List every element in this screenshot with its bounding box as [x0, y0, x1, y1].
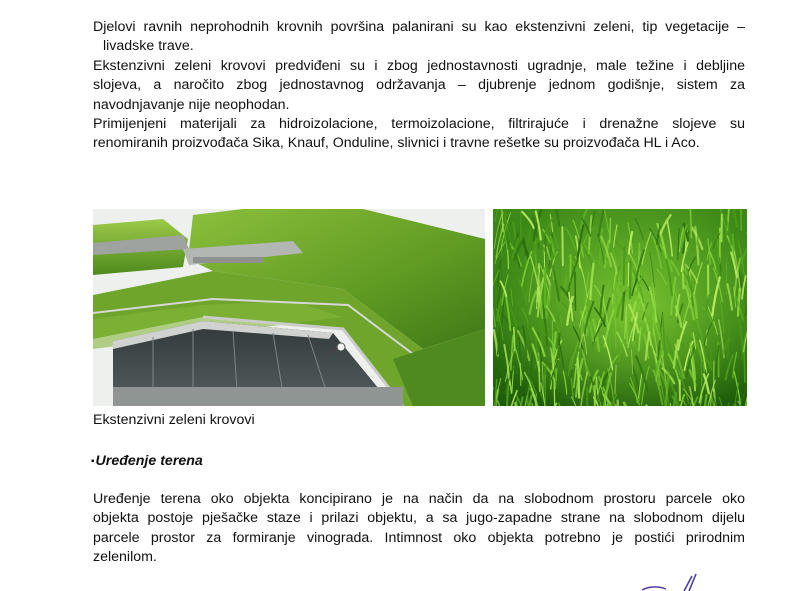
signature-mark [640, 572, 710, 591]
terrain-line: objekta postoje pješačke staze i prilazi objektu, a sa jugo-zapadne strane na slobodnom dijelu [93, 510, 745, 527]
section-heading [91, 452, 203, 471]
intro-line: navodnjavanje nije neophodan. [93, 96, 290, 113]
intro-line: Djelovi ravnih neprohodnih krovnih površina palanirani su kao ekstenzivni zeleni, tip vegetacije – [93, 19, 745, 35]
intro-line: Ekstenzivni zeleni krovovi predviđeni su i zbog jednostavnosti ugradnje, male težine i debljine [93, 57, 745, 74]
terrain-line: parcele prostor za formiranje vinograda. Intimnost oko objekta potrebno je postići prirodnim [93, 529, 745, 546]
intro-line: renomiranih proizvođača Sika, Knauf, Onduline, slivnici i travne rešetke su proizvođača HL i Aco. [93, 135, 700, 152]
terrain-line: zelenilom. [93, 549, 157, 566]
image-caption: Ekstenzivni zeleni krovovi [93, 412, 255, 428]
terrain-paragraph [93, 490, 745, 568]
intro-line: slojeva, a naročito zbog jednostavnog održavanja – djubrenje jednom godišnje, sistem za [93, 77, 745, 94]
intro-paragraph [93, 18, 745, 154]
intro-line: livadske trave. [103, 38, 194, 55]
terrain-line: Uređenje terena oko objekta koncipirano je na način da na slobodnom prostoru parcele oko [93, 491, 745, 507]
bullet-icon: ▪ [91, 456, 95, 467]
grass-closeup-photo [493, 209, 747, 406]
green-roof-photo [93, 209, 485, 406]
intro-line: Primijenjeni materijali za hidroizolacione, termoizolacione, filtrirajuće i drenažne slojeve su [93, 116, 745, 133]
section-heading-text: Uređenje terena [95, 453, 203, 469]
